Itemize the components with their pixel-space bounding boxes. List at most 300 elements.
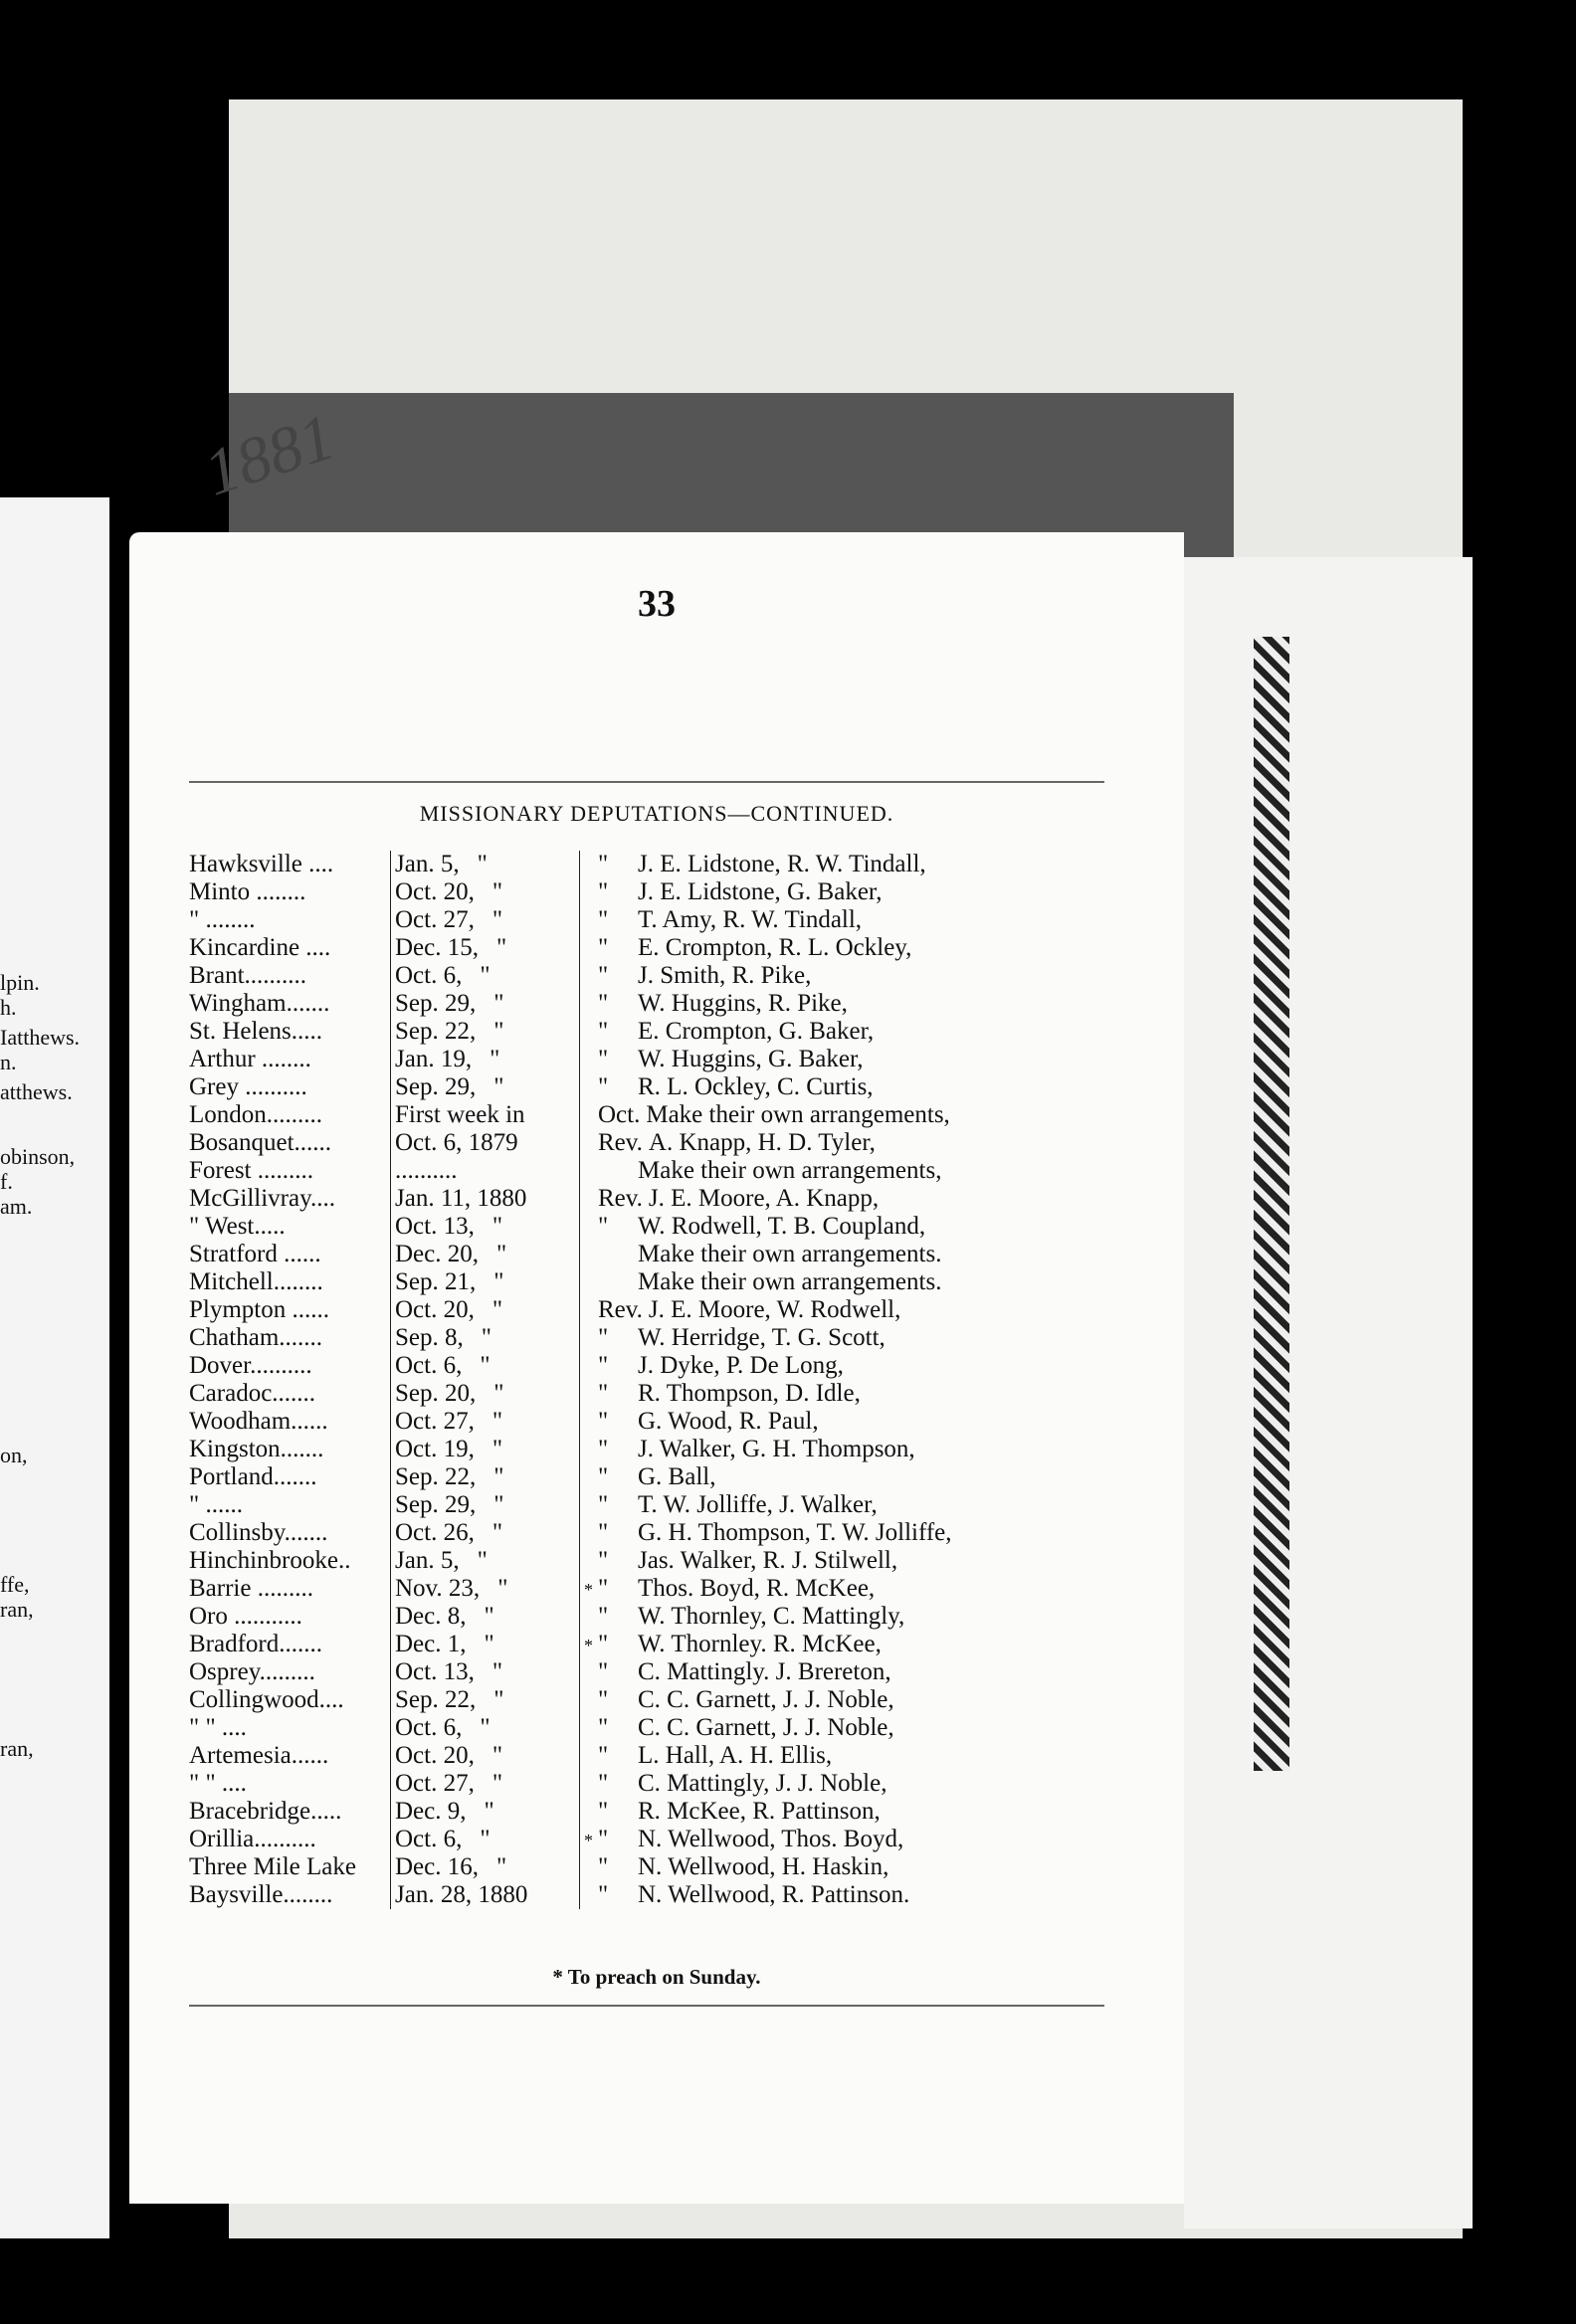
prefix-text: " xyxy=(598,1853,609,1880)
deputation-cell xyxy=(579,1185,1164,1213)
deputation-cell xyxy=(579,962,1164,990)
table-row xyxy=(189,962,1164,990)
prefix-text: " xyxy=(598,1380,609,1407)
date-text: Oct. 13, xyxy=(395,1658,475,1685)
date-cell xyxy=(390,1436,579,1463)
table-row xyxy=(189,1742,1164,1770)
right-leaf xyxy=(1184,557,1473,2228)
prefix-text: " xyxy=(598,1575,609,1602)
place-cell: Kingston....... xyxy=(189,1436,324,1462)
date-cell xyxy=(390,906,579,934)
deputation-cell xyxy=(579,1129,1164,1157)
deputation-cell xyxy=(579,1798,1164,1826)
place-cell: Osprey......... xyxy=(189,1658,315,1685)
date-cell xyxy=(390,851,579,878)
deputation-names: E. Crompton, R. L. Ockley, xyxy=(638,934,912,961)
date-cell xyxy=(390,1742,579,1770)
place-cell: London......... xyxy=(189,1101,323,1128)
year-ditto-mark: " xyxy=(484,1603,494,1630)
year-ditto-mark: " xyxy=(496,934,507,961)
deputation-cell xyxy=(579,1157,1164,1185)
deputations-table xyxy=(189,851,1164,1909)
prefix-text: " xyxy=(598,1603,609,1630)
prefix-text: " xyxy=(598,1826,609,1852)
deputation-names: J. E. Moore, A. Knapp, xyxy=(648,1185,880,1212)
deputation-names: R. L. Ockley, C. Curtis, xyxy=(638,1073,874,1100)
year-ditto-mark: " xyxy=(492,1296,503,1323)
prefix-text: " xyxy=(598,1686,609,1713)
date-cell xyxy=(390,1018,579,1046)
deputation-cell xyxy=(579,1603,1164,1631)
year-ditto-mark: " xyxy=(477,851,488,877)
date-text: Oct. 13, xyxy=(395,1213,475,1240)
date-text: Jan. 5, xyxy=(395,1547,460,1574)
prefix-text: " xyxy=(598,1714,609,1741)
date-text: Oct. 27, xyxy=(395,1770,475,1797)
table-row xyxy=(189,1046,1164,1073)
year-ditto-mark: " xyxy=(477,1547,488,1574)
date-cell xyxy=(390,934,579,962)
deputation-cell xyxy=(579,1491,1164,1519)
deputation-names: N. Wellwood, H. Haskin, xyxy=(638,1853,889,1880)
deputation-cell xyxy=(579,906,1164,934)
table-row xyxy=(189,1826,1164,1853)
deputation-names: J. E. Moore, W. Rodwell, xyxy=(648,1296,901,1323)
left-page-fragment: Iatthews. xyxy=(0,1025,81,1050)
place-cell: Dover.......... xyxy=(189,1352,312,1379)
prefix-text: " xyxy=(598,1352,609,1379)
deputation-names: T. Amy, R. W. Tindall, xyxy=(638,906,863,933)
left-page-fragment: atthews. xyxy=(0,1079,73,1104)
date-text: Jan. 19, xyxy=(395,1046,473,1072)
table-row xyxy=(189,1631,1164,1658)
year-ditto-mark: " xyxy=(493,1018,504,1045)
date-cell xyxy=(390,1268,579,1296)
date-text: Oct. 26, xyxy=(395,1519,475,1546)
year-ditto-mark: " xyxy=(481,1324,492,1351)
deputation-names: W. Herridge, T. G. Scott, xyxy=(638,1324,886,1351)
prefix-text: " xyxy=(598,1213,609,1240)
prefix-text: " xyxy=(598,1519,609,1546)
deputation-names: Make their own arrangements. xyxy=(638,1241,942,1267)
deputation-cell xyxy=(579,1352,1164,1380)
date-cell xyxy=(390,1714,579,1742)
date-text: Oct. 20, xyxy=(395,1742,475,1769)
left-page-fragment: lpin. xyxy=(0,970,40,995)
date-cell xyxy=(390,1073,579,1101)
deputation-names: J. Dyke, P. De Long, xyxy=(638,1352,844,1379)
footnote: * To preach on Sunday. xyxy=(552,1965,761,1989)
date-cell xyxy=(390,1491,579,1519)
place-cell: McGillivray.... xyxy=(189,1185,335,1212)
deputation-cell xyxy=(579,1826,1164,1853)
deputation-names: C. Mattingly. J. Brereton, xyxy=(638,1658,891,1685)
year-ditto-mark: " xyxy=(480,962,491,989)
deputation-cell xyxy=(579,1881,1164,1909)
date-text: Dec. 20, xyxy=(395,1241,479,1267)
table-row xyxy=(189,1881,1164,1909)
place-cell: Hinchinbrooke.. xyxy=(189,1547,351,1574)
year-ditto-mark: " xyxy=(493,1686,504,1713)
deputation-names: J. Walker, G. H. Thompson, xyxy=(638,1436,915,1462)
date-text: Oct. 27, xyxy=(395,1408,475,1435)
date-cell xyxy=(390,1798,579,1826)
deputation-cell xyxy=(579,1408,1164,1436)
date-text: Sep. 22, xyxy=(395,1686,477,1713)
year-ditto-mark: " xyxy=(492,1658,503,1685)
table-row xyxy=(189,1575,1164,1603)
date-text: Jan. 28, 1880 xyxy=(395,1881,528,1908)
deputation-names: Make their own arrangements, xyxy=(646,1101,950,1128)
date-text: Oct. 20, xyxy=(395,878,475,905)
year-ditto-mark: " xyxy=(493,1463,504,1490)
table-row xyxy=(189,934,1164,962)
table-row xyxy=(189,1380,1164,1408)
place-cell: Bradford....... xyxy=(189,1631,322,1657)
left-page-fragment: ran, xyxy=(0,1597,34,1622)
date-text: Sep. 29, xyxy=(395,1491,477,1518)
left-page xyxy=(0,497,109,2238)
table-row xyxy=(189,1073,1164,1101)
place-cell: Hawksville .... xyxy=(189,851,334,877)
deputation-cell xyxy=(579,1575,1164,1603)
date-text: Oct. 6, xyxy=(395,1826,463,1852)
table-row xyxy=(189,1603,1164,1631)
date-text: Oct. 6, 1879 xyxy=(395,1129,518,1156)
prefix-text: Rev. xyxy=(598,1185,643,1212)
year-ditto-mark: " xyxy=(492,1436,503,1462)
deputation-cell xyxy=(579,1241,1164,1268)
date-text: Oct. 27, xyxy=(395,906,475,933)
deputation-cell xyxy=(579,1658,1164,1686)
date-cell xyxy=(390,1324,579,1352)
table-row xyxy=(189,1714,1164,1742)
place-cell: Orillia.......... xyxy=(189,1826,316,1852)
place-cell: Bosanquet...... xyxy=(189,1129,332,1156)
deputation-cell xyxy=(579,1213,1164,1241)
table-row xyxy=(189,1463,1164,1491)
date-cell xyxy=(390,1853,579,1881)
prefix-text: Rev. xyxy=(598,1129,643,1156)
year-ditto-mark: " xyxy=(493,1268,504,1295)
table-row xyxy=(189,1324,1164,1352)
deputation-names: W. Huggins, G. Baker, xyxy=(638,1046,864,1072)
date-cell xyxy=(390,1101,579,1129)
prefix-text: " xyxy=(598,1018,609,1045)
deputation-names: W. Thornley, C. Mattingly, xyxy=(638,1603,905,1630)
deputation-cell xyxy=(579,1686,1164,1714)
sunday-star-mark: * xyxy=(584,1636,593,1655)
deputation-names: Jas. Walker, R. J. Stilwell, xyxy=(638,1547,898,1574)
prefix-text: " xyxy=(598,906,609,933)
date-text: Oct. 20, xyxy=(395,1296,475,1323)
table-row xyxy=(189,990,1164,1018)
place-cell: Artemesia...... xyxy=(189,1742,329,1769)
deputation-names: R. Thompson, D. Idle, xyxy=(638,1380,861,1407)
table-row xyxy=(189,1408,1164,1436)
year-ditto-mark: " xyxy=(496,1241,507,1267)
place-cell: Woodham...... xyxy=(189,1408,328,1435)
place-cell: Stratford ...... xyxy=(189,1241,321,1267)
deputation-cell xyxy=(579,1463,1164,1491)
date-cell xyxy=(390,878,579,906)
date-text: Oct. 19, xyxy=(395,1436,475,1462)
year-ditto-mark: " xyxy=(492,1213,503,1240)
table-row xyxy=(189,1018,1164,1046)
deputation-names: W. Thornley. R. McKee, xyxy=(638,1631,882,1657)
prefix-text: " xyxy=(598,1798,609,1825)
deputation-names: J. E. Lidstone, G. Baker, xyxy=(638,878,883,905)
table-row xyxy=(189,851,1164,878)
date-cell xyxy=(390,1519,579,1547)
place-cell: Oro ........... xyxy=(189,1603,302,1630)
deputation-names: E. Crompton, G. Baker, xyxy=(638,1018,875,1045)
left-page-fragment: am. xyxy=(0,1194,33,1219)
left-page-fragment: on, xyxy=(0,1443,28,1467)
deputation-cell xyxy=(579,934,1164,962)
place-cell: Barrie ......... xyxy=(189,1575,313,1602)
deputation-cell xyxy=(579,1853,1164,1881)
date-cell xyxy=(390,1352,579,1380)
place-cell: Brant.......... xyxy=(189,962,307,989)
sunday-star-mark: * xyxy=(584,1580,593,1600)
place-cell: Bracebridge..... xyxy=(189,1798,342,1825)
deputation-names: J. Smith, R. Pike, xyxy=(638,962,812,989)
date-text: Nov. 23, xyxy=(395,1575,481,1602)
year-ditto-mark: " xyxy=(492,1770,503,1797)
date-text: Jan. 5, xyxy=(395,851,460,877)
place-cell: Collingwood.... xyxy=(189,1686,344,1713)
prefix-text: " xyxy=(598,1324,609,1351)
deputation-names: N. Wellwood, R. Pattinson. xyxy=(638,1881,910,1908)
top-rule xyxy=(189,781,1104,783)
year-ditto-mark: " xyxy=(480,1352,491,1379)
date-cell xyxy=(390,1658,579,1686)
deputation-cell xyxy=(579,1296,1164,1324)
deputation-names: W. Rodwell, T. B. Coupland, xyxy=(638,1213,926,1240)
prefix-text: " xyxy=(598,1408,609,1435)
year-ditto-mark: " xyxy=(496,1853,507,1880)
deputation-names: Thos. Boyd, R. McKee, xyxy=(638,1575,876,1602)
place-cell: Forest ......... xyxy=(189,1157,313,1184)
table-row xyxy=(189,1798,1164,1826)
deputation-cell xyxy=(579,1324,1164,1352)
date-cell xyxy=(390,1408,579,1436)
deputation-names: C. C. Garnett, J. J. Noble, xyxy=(638,1686,894,1713)
table-row xyxy=(189,878,1164,906)
deputation-names: L. Hall, A. H. Ellis, xyxy=(638,1742,833,1769)
place-cell: " ........ xyxy=(189,906,256,933)
date-cell xyxy=(390,1686,579,1714)
date-cell xyxy=(390,1046,579,1073)
place-cell: St. Helens..... xyxy=(189,1018,323,1045)
table-row xyxy=(189,1129,1164,1157)
deputation-cell xyxy=(579,1742,1164,1770)
table-row xyxy=(189,1296,1164,1324)
year-ditto-mark: " xyxy=(493,1491,504,1518)
date-cell xyxy=(390,1463,579,1491)
table-row xyxy=(189,1213,1164,1241)
page-number: 33 xyxy=(638,583,676,625)
year-ditto-mark: " xyxy=(492,1519,503,1546)
year-ditto-mark: " xyxy=(493,1380,504,1407)
date-text: First week in xyxy=(395,1101,525,1128)
table-row xyxy=(189,1268,1164,1296)
prefix-text: " xyxy=(598,1631,609,1657)
date-text: Dec. 16, xyxy=(395,1853,479,1880)
place-cell: Plympton ...... xyxy=(189,1296,329,1323)
deputation-cell xyxy=(579,1770,1164,1798)
place-cell: Wingham....... xyxy=(189,990,330,1017)
place-cell: " ...... xyxy=(189,1491,243,1518)
table-row xyxy=(189,1185,1164,1213)
place-cell: Mitchell........ xyxy=(189,1268,323,1295)
deputation-names: Make their own arrangements. xyxy=(638,1268,942,1295)
prefix-text: " xyxy=(598,934,609,961)
left-page-fragment: obinson, xyxy=(0,1144,76,1169)
prefix-text: " xyxy=(598,962,609,989)
sunday-star-mark: * xyxy=(584,1831,593,1850)
deputation-names: G. Wood, R. Paul, xyxy=(638,1408,819,1435)
prefix-text: " xyxy=(598,1463,609,1490)
year-ditto-mark: " xyxy=(493,990,504,1017)
year-ditto-mark: " xyxy=(490,1046,500,1072)
date-text: Sep. 29, xyxy=(395,1073,477,1100)
date-text: Oct. 6, xyxy=(395,1714,463,1741)
place-cell: " " .... xyxy=(189,1714,247,1741)
date-cell xyxy=(390,1185,579,1213)
deputation-names: R. McKee, R. Pattinson, xyxy=(638,1798,881,1825)
date-text: Dec. 15, xyxy=(395,934,479,961)
date-cell xyxy=(390,1770,579,1798)
deputation-cell xyxy=(579,1631,1164,1658)
date-cell xyxy=(390,1575,579,1603)
deputation-names: G. H. Thompson, T. W. Jolliffe, xyxy=(638,1519,952,1546)
left-page-fragment: h. xyxy=(0,995,17,1020)
table-row xyxy=(189,1436,1164,1463)
year-ditto-mark: " xyxy=(492,878,503,905)
year-ditto-mark: " xyxy=(484,1631,494,1657)
date-text: .......... xyxy=(395,1157,458,1184)
place-cell: Minto ........ xyxy=(189,878,306,905)
table-row xyxy=(189,1686,1164,1714)
deputation-names: T. W. Jolliffe, J. Walker, xyxy=(638,1491,878,1518)
date-text: Oct. 6, xyxy=(395,1352,463,1379)
deputation-cell xyxy=(579,1046,1164,1073)
place-cell: Grey .......... xyxy=(189,1073,307,1100)
year-ditto-mark: " xyxy=(492,906,503,933)
date-cell xyxy=(390,1380,579,1408)
prefix-text: " xyxy=(598,1491,609,1518)
table-row xyxy=(189,906,1164,934)
deputation-cell xyxy=(579,878,1164,906)
place-cell: Arthur ........ xyxy=(189,1046,311,1072)
prefix-text: " xyxy=(598,1073,609,1100)
date-text: Sep. 21, xyxy=(395,1268,477,1295)
year-ditto-mark: " xyxy=(492,1408,503,1435)
date-cell xyxy=(390,1547,579,1575)
date-cell xyxy=(390,1241,579,1268)
deputation-cell xyxy=(579,1436,1164,1463)
place-cell: Kincardine .... xyxy=(189,934,331,961)
left-page-fragment: n. xyxy=(0,1050,17,1074)
date-cell xyxy=(390,1603,579,1631)
prefix-text: " xyxy=(598,990,609,1017)
bottom-rule xyxy=(189,2005,1104,2007)
deputation-names: A. Knapp, H. D. Tyler, xyxy=(648,1129,876,1156)
date-cell xyxy=(390,1631,579,1658)
table-row xyxy=(189,1101,1164,1129)
prefix-text: " xyxy=(598,1547,609,1574)
deputation-names: C. C. Garnett, J. J. Noble, xyxy=(638,1714,894,1741)
deputation-cell xyxy=(579,1519,1164,1547)
left-page-fragment: ran, xyxy=(0,1736,34,1761)
prefix-text: " xyxy=(598,1436,609,1462)
place-cell: Chatham....... xyxy=(189,1324,323,1351)
date-text: Sep. 20, xyxy=(395,1380,477,1407)
date-cell xyxy=(390,990,579,1018)
prefix-text: " xyxy=(598,1046,609,1072)
year-ditto-mark: " xyxy=(480,1826,491,1852)
table-row xyxy=(189,1352,1164,1380)
left-page-fragment: f. xyxy=(0,1169,13,1194)
year-ditto-mark: " xyxy=(484,1798,494,1825)
deputation-names: W. Huggins, R. Pike, xyxy=(638,990,848,1017)
place-cell: " " .... xyxy=(189,1770,247,1797)
place-cell: Baysville........ xyxy=(189,1881,333,1908)
deputation-cell xyxy=(579,1547,1164,1575)
date-text: Dec. 8, xyxy=(395,1603,467,1630)
year-ditto-mark: " xyxy=(480,1714,491,1741)
date-text: Dec. 9, xyxy=(395,1798,467,1825)
prefix-text: " xyxy=(598,878,609,905)
date-text: Sep. 8, xyxy=(395,1324,464,1351)
deputation-cell xyxy=(579,1268,1164,1296)
prefix-text: " xyxy=(598,851,609,877)
deputation-names: N. Wellwood, Thos. Boyd, xyxy=(638,1826,904,1852)
table-row xyxy=(189,1491,1164,1519)
date-cell xyxy=(390,1296,579,1324)
decorative-border xyxy=(1254,637,1289,1771)
table-row xyxy=(189,1547,1164,1575)
date-cell xyxy=(390,1881,579,1909)
deputation-names: G. Ball, xyxy=(638,1463,716,1490)
date-text: Dec. 1, xyxy=(395,1631,467,1657)
year-ditto-mark: " xyxy=(493,1073,504,1100)
deputation-names: C. Mattingly, J. J. Noble, xyxy=(638,1770,887,1797)
place-cell: Collinsby....... xyxy=(189,1519,328,1546)
deputation-cell xyxy=(579,1073,1164,1101)
table-row xyxy=(189,1519,1164,1547)
deputation-cell xyxy=(579,1101,1164,1129)
book-page xyxy=(129,532,1184,2204)
date-text: Jan. 11, 1880 xyxy=(395,1185,527,1212)
deputation-cell xyxy=(579,851,1164,878)
year-ditto-mark: " xyxy=(497,1575,508,1602)
year-ditto-mark: " xyxy=(492,1742,503,1769)
date-cell xyxy=(390,962,579,990)
section-heading: MISSIONARY DEPUTATIONS—CONTINUED. xyxy=(419,801,894,826)
prefix-text: " xyxy=(598,1770,609,1797)
prefix-text: Oct. xyxy=(598,1101,641,1128)
prefix-text: Rev. xyxy=(598,1296,643,1323)
date-text: Oct. 6, xyxy=(395,962,463,989)
deputation-cell xyxy=(579,1380,1164,1408)
deputation-cell xyxy=(579,1714,1164,1742)
table-row xyxy=(189,1770,1164,1798)
place-cell: Three Mile Lake xyxy=(189,1853,356,1880)
left-page-fragment: ffe, xyxy=(0,1572,30,1597)
